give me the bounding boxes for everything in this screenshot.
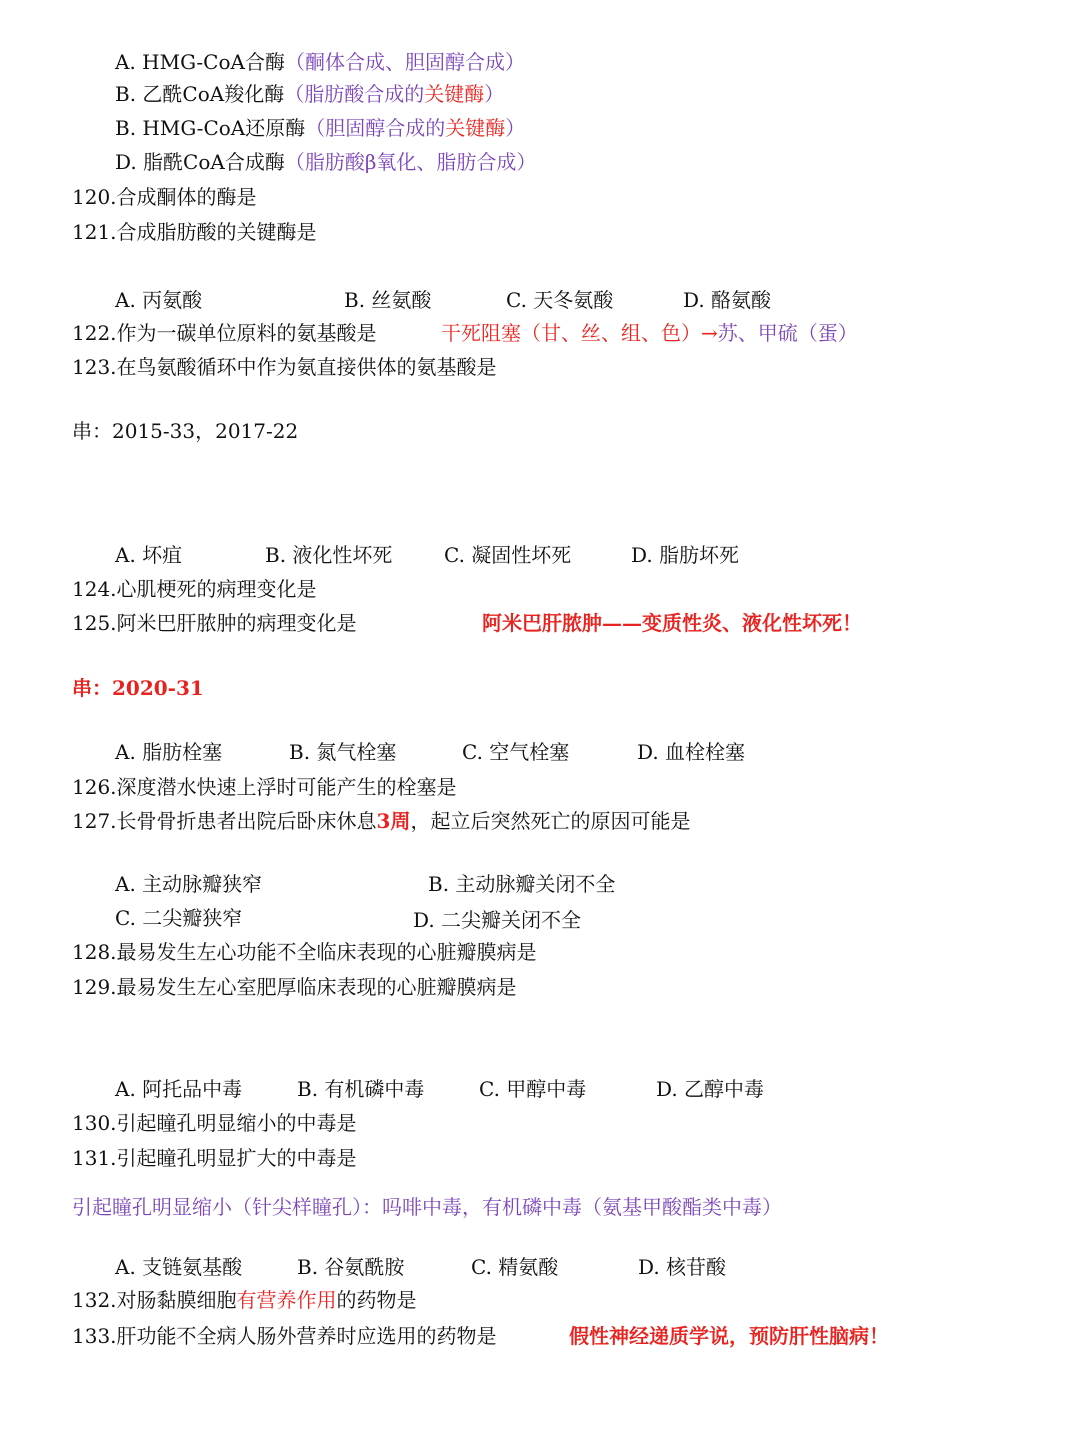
mnemonic-extra: 苏、甲硫（蛋）	[717, 321, 858, 345]
mnemonic-text: 干死阻塞（甘、丝、组、色）→	[441, 321, 718, 345]
question-131: 131.引起瞳孔明显扩大的中毒是	[72, 1146, 357, 1170]
key-term: 有营养作用	[236, 1288, 337, 1312]
option-c: C. 凝固性坏死	[444, 543, 572, 567]
question-122: 122.作为一碳单位原料的氨基酸是	[72, 321, 377, 345]
option-b: B. 丝氨酸	[344, 288, 432, 312]
option-c: C. 空气栓塞	[462, 740, 570, 764]
question-133-note: 假性神经递质学说，预防肝性脑病！	[569, 1324, 889, 1348]
question-124: 124.心肌梗死的病理变化是	[72, 577, 317, 601]
option-a: A. 阿托品中毒	[115, 1077, 243, 1101]
option-d: D. 血栓栓塞	[637, 740, 746, 764]
option-text: B. 乙酰CoA羧化酶	[115, 82, 285, 106]
option-c: C. 精氨酸	[471, 1255, 559, 1279]
option-b: B. 液化性坏死	[265, 543, 393, 567]
key-term: 关键酶	[424, 82, 485, 106]
question-120: 120.合成酮体的酶是	[72, 185, 257, 209]
question-121: 121.合成脂肪酸的关键酶是	[72, 220, 317, 244]
option-text: B. HMG-CoA还原酶	[115, 116, 306, 140]
option-a: A. 脂肪栓塞	[115, 740, 223, 764]
question-text: 的药物是	[336, 1288, 417, 1312]
option-line	[115, 49, 525, 75]
option-d: D. 核苷酸	[638, 1255, 727, 1279]
option-note: （脂肪酸β氧化、脂肪合成）	[284, 150, 537, 174]
option-b: B. 有机磷中毒	[297, 1077, 425, 1101]
option-line	[115, 115, 525, 141]
question-122-note	[441, 320, 858, 346]
option-c: C. 二尖瓣狭窄	[115, 906, 243, 930]
question-128: 128.最易发生左心功能不全临床表现的心脏瓣膜病是	[72, 940, 537, 964]
option-c: C. 天冬氨酸	[506, 288, 614, 312]
option-a: A. 主动脉瓣狭窄	[115, 872, 263, 896]
reference-line: 串：2020-31	[72, 676, 204, 700]
question-text: ，起立后突然死亡的原因可能是	[410, 809, 691, 833]
option-d: D. 二尖瓣关闭不全	[413, 908, 582, 932]
question-123: 123.在鸟氨酸循环中作为氨直接供体的氨基酸是	[72, 355, 497, 379]
option-c: C. 甲醇中毒	[479, 1077, 587, 1101]
option-note: （脂肪酸合成的	[284, 82, 425, 106]
option-note: （胆固醇合成的	[305, 116, 446, 140]
question-130: 130.引起瞳孔明显缩小的中毒是	[72, 1111, 357, 1135]
question-text: 127.长骨骨折患者出院后卧床休息	[72, 809, 377, 833]
option-d: D. 酪氨酸	[683, 288, 772, 312]
option-d: D. 乙醇中毒	[656, 1077, 765, 1101]
option-d: D. 脂肪坏死	[631, 543, 740, 567]
question-text: 132.对肠黏膜细胞	[72, 1288, 237, 1312]
option-a: A. 支链氨基酸	[115, 1255, 243, 1279]
reference-line: 串：2015-33，2017-22	[72, 419, 299, 443]
option-note: （酮体合成、胆固醇合成）	[284, 50, 525, 74]
question-129: 129.最易发生左心室肥厚临床表现的心脏瓣膜病是	[72, 975, 517, 999]
option-b: B. 谷氨酰胺	[297, 1255, 405, 1279]
explanation-note: 引起瞳孔明显缩小（针尖样瞳孔）：吗啡中毒，有机磷中毒（氨基甲酸酯类中毒）	[72, 1195, 782, 1219]
question-132	[72, 1287, 417, 1313]
option-text: A. HMG-CoA合酶	[115, 50, 285, 74]
key-term: 3周	[376, 809, 411, 833]
option-text: D. 脂酰CoA合成酶	[115, 150, 285, 174]
option-b: B. 主动脉瓣关闭不全	[428, 872, 616, 896]
option-a: A. 坏疽	[115, 543, 183, 567]
option-line	[115, 81, 504, 107]
question-127	[72, 808, 690, 834]
question-133: 133.肝功能不全病人肠外营养时应选用的药物是	[72, 1324, 497, 1348]
key-term: 关键酶	[445, 116, 506, 140]
question-125: 125.阿米巴肝脓肿的病理变化是	[72, 611, 357, 635]
question-126: 126.深度潜水快速上浮时可能产生的栓塞是	[72, 775, 457, 799]
option-a: A. 丙氨酸	[115, 288, 203, 312]
question-125-note: 阿米巴肝脓肿——变质性炎、液化性坏死！	[482, 611, 862, 635]
option-line	[115, 149, 536, 175]
option-b: B. 氮气栓塞	[289, 740, 397, 764]
option-note: ）	[505, 116, 526, 140]
option-note: ）	[484, 82, 505, 106]
